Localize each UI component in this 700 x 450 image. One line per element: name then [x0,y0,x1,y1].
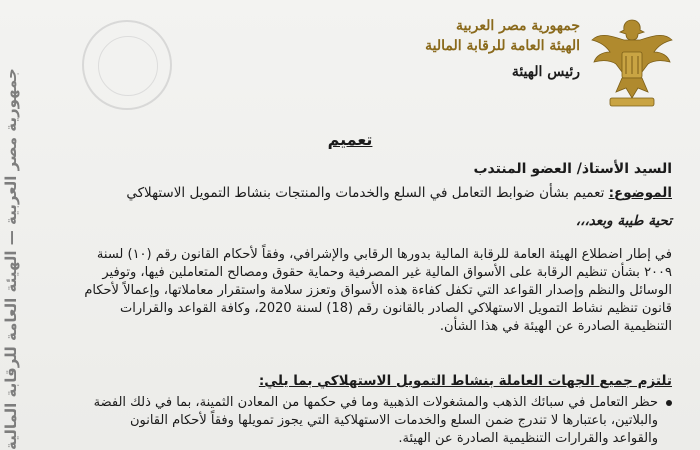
paragraph-line: الوسائل والنظم وإصدار القواعد التي تكفل كفاءة هذه الأسواق وتعزز سلامة واستقرار معاملاتها، وإعمالاً لأحكام [84,283,672,298]
letterhead-authority: الهيئة العامة للرقابة المالية [425,38,580,54]
list-item-line: والقواعد والقرارات التنظيمية الصادرة عن الهيئة. [398,431,658,446]
subject-label: الموضوع: [608,185,672,201]
paragraph-line: ٢٠٠٩ بشأن تنظيم الرقابة على الأسواق المالية غير المصرفية وحماية حقوق ومصالح المتعاملين فيها، وتوفير [102,265,672,280]
section-heading: تلتزم جميع الجهات العاملة بنشاط التمويل الاستهلاكي بما يلي: [258,373,672,389]
list-item [52,394,672,448]
letterhead [350,18,580,80]
paragraph-line: التنظيمية الصادرة عن الهيئة في هذا الشأن. [439,319,672,334]
addressee: السيد الأستاذ/ العضو المنتدب [473,161,672,177]
letterhead-country: جمهورية مصر العربية [456,18,580,34]
subject-text: تعميم بشأن ضوابط التعامل في السلع والخدمات والمنتجات بنشاط التمويل الاستهلاكي [126,185,609,201]
body-paragraph [52,246,672,336]
eagle-emblem-icon [586,12,678,112]
list-item-line: حظر التعامل في سبائك الذهب والمشغولات الذهبية وما في حكمها من المعادن الثمينة، بما في ذلك الفضة [93,395,658,410]
paragraph-line: قانون تنظيم نشاط التمويل الاستهلاكي الصادر بالقانون رقم (18) لسنة 2020، وكافة القواعد والقرارات [120,301,672,316]
list-item-line: والبلاتين، باعتبارها لا تندرج ضمن السلع والخدمات الاستهلاكية التي يجوز تمويلها وفقاً لأحكام القانون [129,413,658,428]
subject-line [52,184,672,202]
obligations-list [52,394,672,448]
seal-watermark [82,20,172,110]
paragraph-line: في إطار اضطلاع الهيئة العامة للرقابة المالية بدورها الرقابي والإشرافي، وفقاً لأحكام القانون رقم (١٠) لسنة [96,247,672,262]
greeting: تحية طيبة وبعد،،، [575,213,672,229]
document-title: تعميم [327,130,373,149]
side-watermark-text: جمهورية مصر العربية — الهيئة العامة للرقابة المالية [2,68,20,450]
letterhead-chairman: رئيس الهيئة [511,64,580,80]
